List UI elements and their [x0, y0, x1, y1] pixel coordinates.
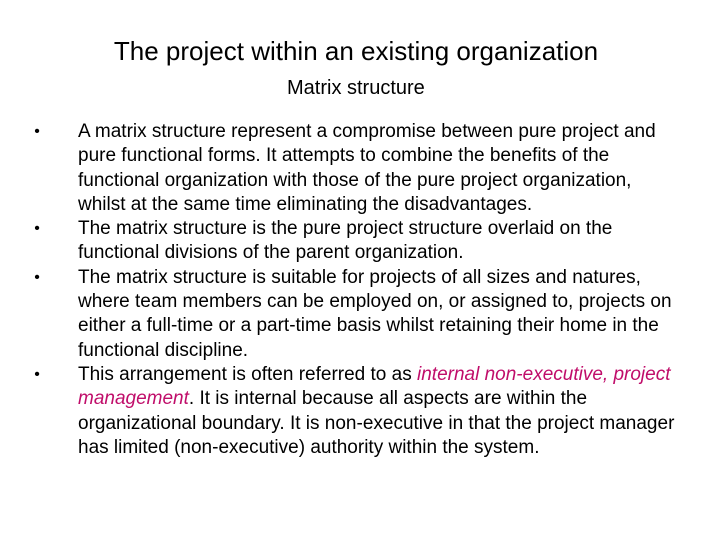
list-item [30, 266, 680, 363]
list-item [30, 363, 680, 460]
emphasized-term: internal non-executive, project management [78, 363, 671, 410]
bullet-icon: • [34, 123, 40, 140]
bullet-icon: • [34, 220, 40, 238]
bullet-icon: • [34, 365, 40, 383]
list-item [30, 217, 680, 266]
bullet-text: The matrix structure is the pure project structure overlaid on the functional divisions of the parent organization. [78, 218, 613, 264]
bullet-text-after: . It is internal because all aspects are within the organizational boundary. It is non-executive in that the project manager has limited (non-executive) authority within the system. [78, 388, 675, 458]
page-subtitle: Matrix structure [287, 77, 425, 99]
bullet-text: The matrix structure is suitable for projects of all sizes and natures, where team members can be employed on, or assigned to, projects on either a full-time or a part-time basis whilst retaining their home in the functional discipline. [78, 266, 672, 361]
bullet-text-before: This arrangement is often referred to as [78, 363, 417, 385]
page-title: The project within an existing organization [113, 36, 599, 66]
bullet-icon: • [34, 268, 40, 286]
list-item [30, 120, 680, 217]
bullet-list [30, 120, 680, 460]
bullet-text: A matrix structure represent a compromise between pure project and pure functional forms. It attempts to combine the benefits of the functional organization with those of the pure project organization, whilst at the same time eliminating the disadvantages. [78, 121, 656, 215]
